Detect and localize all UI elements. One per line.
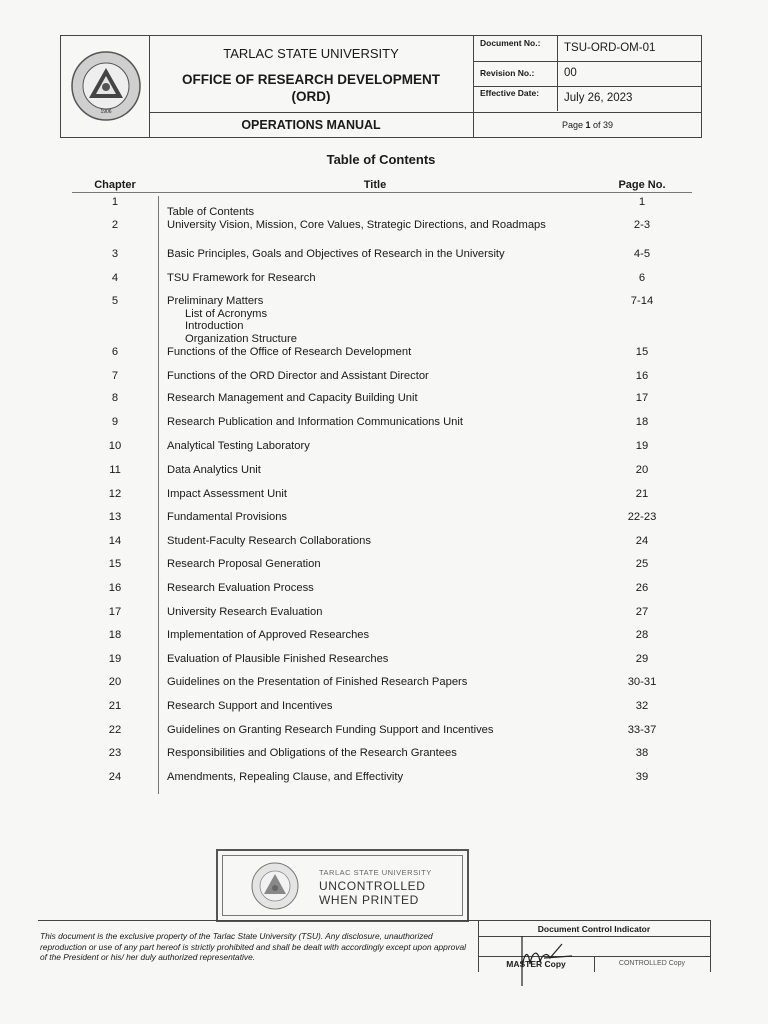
control-indicator-title: Document Control Indicator [537, 924, 651, 934]
effective-label: Effective Date: [480, 88, 540, 98]
signature-icon [514, 934, 576, 986]
uncontrolled-stamp [216, 849, 469, 922]
divider [473, 61, 702, 62]
controlled-copy-label: CONTROLLED Copy [618, 960, 686, 967]
office-name: OFFICE OF RESEARCH DEVELOPMENT [181, 72, 441, 87]
divider [710, 920, 711, 972]
sub-item: Organization Structure [185, 332, 297, 345]
page-indicator: Page 1 of 39 [561, 120, 614, 130]
university-name: TARLAC STATE UNIVERSITY [223, 46, 399, 61]
effective-value: July 26, 2023 [564, 92, 633, 104]
master-copy-label: MASTER Copy [506, 959, 566, 969]
divider [149, 112, 702, 113]
col-title: Title [363, 179, 387, 191]
col-page: Page No. [618, 179, 666, 191]
divider [38, 920, 710, 921]
divider [478, 936, 710, 937]
column-separator [158, 196, 159, 794]
divider [473, 86, 702, 87]
university-seal-icon [250, 861, 300, 911]
doc-no-label: Document No.: [480, 38, 541, 48]
toc-heading: Table of Contents [326, 152, 436, 167]
stamp-university: TARLAC STATE UNIVERSITY [319, 868, 432, 877]
divider [149, 36, 150, 137]
stamp-line2: WHEN PRINTED [319, 893, 419, 907]
seal-year: 1906 [100, 109, 112, 115]
doc-no-value: TSU-ORD-OM-01 [564, 42, 656, 54]
document-footer [38, 920, 710, 972]
document-header [60, 35, 702, 138]
sub-item: List of Acronyms [185, 307, 268, 320]
revision-label: Revision No.: [480, 68, 535, 78]
revision-value: 00 [564, 67, 577, 79]
manual-title: OPERATIONS MANUAL [241, 118, 381, 132]
col-chapter: Chapter [94, 179, 136, 191]
university-seal-icon [70, 50, 142, 122]
sub-item: Introduction [185, 320, 244, 332]
stamp-line1: UNCONTROLLED [319, 879, 426, 893]
header-rule [72, 192, 692, 193]
divider [557, 36, 558, 111]
office-abbrev: (ORD) [291, 89, 331, 104]
disclaimer-text: This document is the exclusive property of the Tarlac State University (TSU). Any disclosure, unauthorized reproduction or use of any part hereof is strictly prohibited and shall be dealt with accordingly except upon approval of the President or his/ her duly authorized representative. [40, 931, 466, 962]
